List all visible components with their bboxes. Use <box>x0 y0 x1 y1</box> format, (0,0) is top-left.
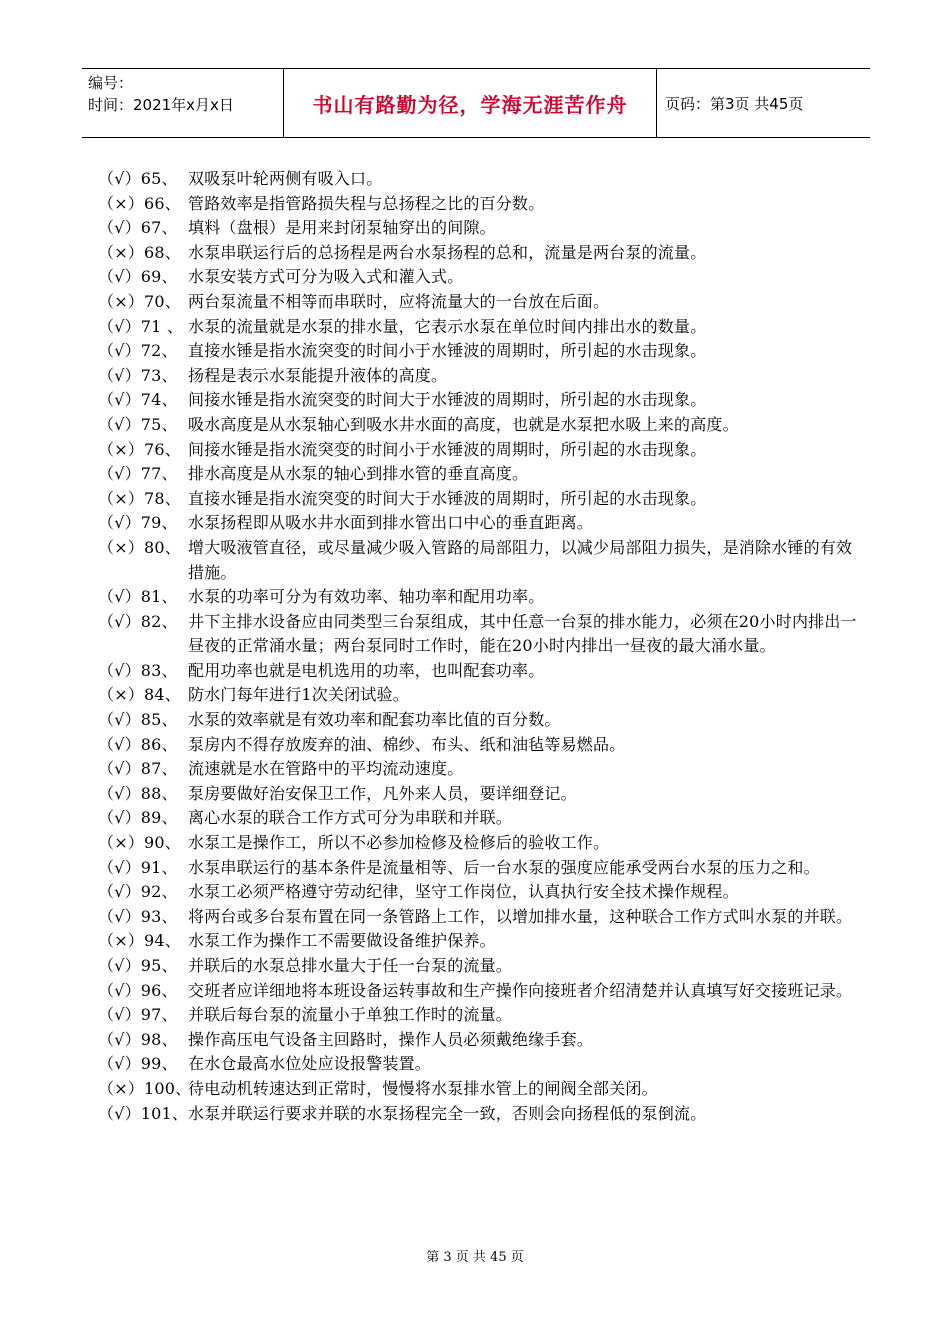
answer-mark: （√）73、 <box>98 365 178 385</box>
question-text: 扬程是表示水泵能提升液体的高度。 <box>188 365 448 385</box>
question-item <box>98 831 868 856</box>
answer-mark: （×）78、 <box>98 488 181 508</box>
question-item <box>98 683 868 708</box>
question-text: 防水门每年进行1次关闭试验。 <box>188 685 409 705</box>
question-item <box>98 733 868 758</box>
question-item <box>98 708 868 733</box>
question-text: 填料（盘根）是用来封闭泵轴穿出的间隙。 <box>188 218 496 238</box>
question-text: 直接水锤是指水流突变的时间大于水锤波的周期时，所引起的水击现象。 <box>188 488 707 508</box>
answer-mark: （√）95、 <box>98 956 178 975</box>
question-item <box>98 1052 868 1077</box>
question-text: 井下主排水设备应由同类型三台泵组成，其中任意一台泵的排水能力，必须在20小时内排出一昼夜的正常涌水量；两台泵同时工作时，能在20小时内排出一昼夜的最大涌水量。 <box>188 611 857 656</box>
answer-mark: （√）93、 <box>98 906 178 926</box>
answer-mark: （√）91、 <box>98 857 178 877</box>
header-page-info: 页码：第3页 共45页 <box>665 94 804 113</box>
header-meta <box>82 69 284 137</box>
question-text: 增大吸液管直径，或尽量减少吸入管路的局部阻力，以减少局部阻力损失，是消除水锤的有效措施。 <box>188 537 853 582</box>
question-text: 直接水锤是指水流突变的时间小于水锤波的周期时，所引起的水击现象。 <box>188 341 707 361</box>
question-text: 在水仓最高水位处应设报警装置。 <box>188 1054 432 1074</box>
question-text: 管路效率是指管路损失程与总扬程之比的百分数。 <box>188 193 545 213</box>
question-text: 吸水高度是从水泵轴心到吸水井水面的高度，也就是水泵把水吸上来的高度。 <box>188 414 739 434</box>
question-item <box>98 511 868 536</box>
question-item <box>98 1102 868 1127</box>
question-text: 离心水泵的联合工作方式可分为串联和并联。 <box>188 808 513 828</box>
question-text: 水泵并联运行要求并联的水泵扬程完全一致，否则会向扬程低的泵倒流。 <box>188 1103 707 1123</box>
answer-mark: （√）89、 <box>98 808 178 828</box>
question-item <box>98 290 868 315</box>
answer-mark: （×）68、 <box>98 242 181 262</box>
question-item <box>98 880 868 905</box>
header-page-info-cell <box>657 69 870 137</box>
question-text: 配用功率也就是电机选用的功率，也叫配套功率。 <box>188 660 545 680</box>
answer-mark: （√）92、 <box>98 882 178 902</box>
answer-mark: （√）96、 <box>98 980 178 1000</box>
answer-mark: （√）98、 <box>98 1029 178 1049</box>
question-item <box>98 536 868 585</box>
question-item <box>98 905 868 930</box>
header-motto: 书山有路勤为径，学海无涯苦作舟 <box>312 92 628 117</box>
answer-mark: （√）101、 <box>98 1103 189 1123</box>
question-list <box>98 167 868 1126</box>
question-item <box>98 265 868 290</box>
question-text: 泵房内不得存放废弃的油、棉纱、布头、纸和油毡等易燃品。 <box>188 734 626 754</box>
question-item <box>98 1077 868 1102</box>
answer-mark: （√）97、 <box>98 1005 178 1025</box>
answer-mark: （×）70、 <box>98 291 181 311</box>
question-text: 流速就是水在管路中的平均流动速度。 <box>188 759 464 779</box>
header-motto-cell <box>284 69 657 137</box>
question-text: 水泵工作为操作工不需要做设备维护保养。 <box>188 931 496 951</box>
answer-mark: （×）94、 <box>98 931 181 951</box>
question-item <box>98 659 868 684</box>
question-item <box>98 585 868 610</box>
answer-mark: （×）66、 <box>98 193 181 213</box>
answer-mark: （×）76、 <box>98 439 181 459</box>
page-footer <box>0 1246 950 1265</box>
question-text: 两台泵流量不相等而串联时，应将流量大的一台放在后面。 <box>188 291 610 311</box>
answer-mark: （×）84、 <box>98 685 181 705</box>
question-text: 水泵工必须严格遵守劳动纪律，坚守工作岗位，认真执行安全技术操作规程。 <box>188 882 739 902</box>
question-text: 操作高压电气设备主回路时，操作人员必须戴绝缘手套。 <box>188 1029 594 1049</box>
question-item <box>98 388 868 413</box>
answer-mark: （√）72、 <box>98 341 178 361</box>
answer-mark: （√）82、 <box>98 611 178 631</box>
question-text: 排水高度是从水泵的轴心到排水管的垂直高度。 <box>188 464 529 484</box>
question-text: 水泵串联运行后的总扬程是两台水泵扬程的总和，流量是两台泵的流量。 <box>188 242 707 262</box>
question-item <box>98 216 868 241</box>
footer-page-number: 第 3 页 共 45 页 <box>426 1250 524 1265</box>
answer-mark: （√）71 、 <box>98 316 184 336</box>
document-time-label: 时间：2021年x月x日 <box>88 96 234 114</box>
question-text: 双吸泵叶轮两侧有吸入口。 <box>188 169 383 188</box>
question-item <box>98 782 868 807</box>
answer-mark: （√）65、 <box>98 169 178 188</box>
question-text: 水泵的流量就是水泵的排水量，它表示水泵在单位时间内排出水的数量。 <box>188 316 707 336</box>
question-item <box>98 757 868 782</box>
question-item <box>98 339 868 364</box>
answer-mark: （√）67、 <box>98 218 178 238</box>
question-text: 并联后的水泵总排水量大于任一台泵的流量。 <box>188 956 513 975</box>
question-item <box>98 929 868 954</box>
answer-mark: （√）85、 <box>98 710 178 730</box>
question-text: 泵房要做好治安保卫工作，凡外来人员，要详细登记。 <box>188 783 577 803</box>
answer-mark: （√）86、 <box>98 734 178 754</box>
question-item <box>98 315 868 340</box>
question-text: 待电动机转速达到正常时，慢慢将水泵排水管上的闸阀全部关闭。 <box>188 1078 658 1098</box>
answer-mark: （√）77、 <box>98 464 178 484</box>
answer-mark: （√）75、 <box>98 414 178 434</box>
question-text: 并联后每台泵的流量小于单独工作时的流量。 <box>188 1005 513 1025</box>
page-header <box>82 68 870 138</box>
question-item <box>98 438 868 463</box>
question-item <box>98 167 868 192</box>
question-text: 水泵的效率就是有效功率和配套功率比值的百分数。 <box>188 710 561 730</box>
answer-mark: （√）88、 <box>98 783 178 803</box>
answer-mark: （√）74、 <box>98 390 178 410</box>
question-text: 水泵串联运行的基本条件是流量相等、后一台水泵的强度应能承受两台水泵的压力之和。 <box>188 857 820 877</box>
question-item <box>98 1003 868 1028</box>
question-item <box>98 979 868 1004</box>
question-item <box>98 462 868 487</box>
question-text: 水泵的功率可分为有效功率、轴功率和配用功率。 <box>188 587 545 607</box>
answer-mark: （√）87、 <box>98 759 178 779</box>
question-text: 水泵扬程即从吸水井水面到排水管出口中心的垂直距离。 <box>188 513 594 533</box>
question-item <box>98 487 868 512</box>
question-item <box>98 610 868 659</box>
document-number-label: 编号： <box>88 74 134 92</box>
question-item <box>98 364 868 389</box>
question-text: 间接水锤是指水流突变的时间大于水锤波的周期时，所引起的水击现象。 <box>188 390 707 410</box>
question-item <box>98 856 868 881</box>
question-text: 将两台或多台泵布置在同一条管路上工作，以增加排水量，这种联合工作方式叫水泵的并联。 <box>188 906 853 926</box>
answer-mark: （√）69、 <box>98 267 178 287</box>
answer-mark: （√）81、 <box>98 587 178 607</box>
question-text: 交班者应详细地将本班设备运转事故和生产操作向接班者介绍清楚并认真填写好交接班记录。 <box>188 980 853 1000</box>
question-item <box>98 806 868 831</box>
answer-mark: （√）99、 <box>98 1054 178 1074</box>
answer-mark: （√）83、 <box>98 660 178 680</box>
answer-mark: （×）80、 <box>98 537 181 557</box>
answer-mark: （×）90、 <box>98 833 181 853</box>
question-text: 水泵工是操作工，所以不必参加检修及检修后的验收工作。 <box>188 833 610 853</box>
question-text: 间接水锤是指水流突变的时间小于水锤波的周期时，所引起的水击现象。 <box>188 439 707 459</box>
question-text: 水泵安装方式可分为吸入式和灌入式。 <box>188 267 464 287</box>
question-item <box>98 413 868 438</box>
answer-mark: （√）79、 <box>98 513 178 533</box>
question-item <box>98 1028 868 1053</box>
question-item <box>98 192 868 217</box>
question-item <box>98 241 868 266</box>
answer-mark: （×）100、 <box>98 1078 192 1098</box>
question-item <box>98 954 868 979</box>
